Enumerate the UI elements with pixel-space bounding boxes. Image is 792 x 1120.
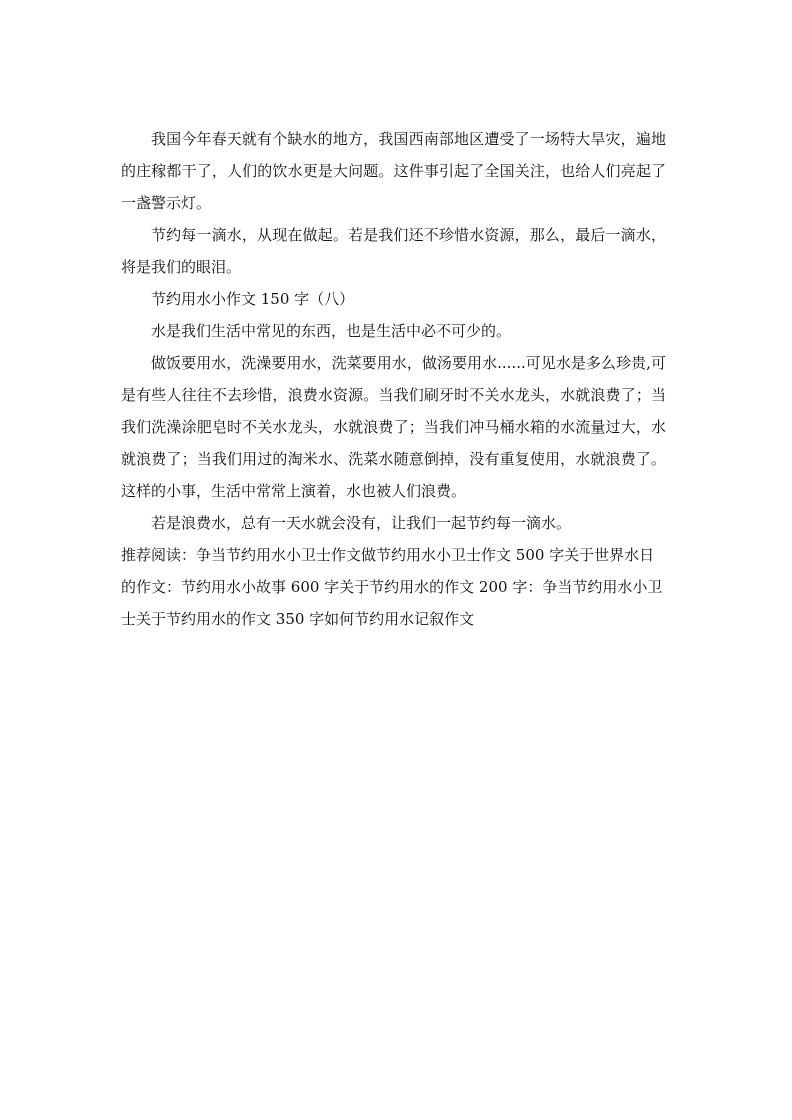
paragraph-drought: 我国今年春天就有个缺水的地方，我国西南部地区遭受了一场特大旱灾，遍地的庄稼都干了，人们的饮水更是大问题。这件事引起了全国关注，也给人们亮起了一盏警示灯。 <box>121 130 666 212</box>
paragraph-water-common: 水是我们生活中常见的东西，也是生活中必不可少的。 <box>151 322 512 340</box>
paragraph-save-water: 节约每一滴水，从现在做起。若是我们还不珍惜水资源，那么，最后一滴水，将是我们的眼泪。 <box>121 226 666 276</box>
recommended-reading: 推荐阅读：争当节约用水小卫士作文做节约用水小卫士作文 500 字关于世界水日的作文：节约用水小故事 600 字关于节约用水的作文 200 字：争当节约用水小卫士关于节约用水的作文 350 字如何节约用水记叙作文 <box>121 546 663 628</box>
essay-heading: 节约用水小作文 150 字（八） <box>151 290 355 308</box>
document-body <box>121 123 666 635</box>
paragraph-water-uses: 做饭要用水，洗澡要用水，洗菜要用水，做汤要用水......可见水是多么珍贵,可是有些人往往不去珍惜，浪费水资源。当我们刷牙时不关水龙头，水就浪费了；当我们洗澡涂肥皂时不关水龙头，水就浪费了；当我们冲马桶水箱的水流量过大，水就浪费了；当我们用过的淘米水、洗菜水随意倒掉，没有重复使用，水就浪费了。这样的小事，生活中常常上演着，水也被人们浪费。 <box>121 354 666 500</box>
paragraph-conclusion: 若是浪费水，总有一天水就会没有，让我们一起节约每一滴水。 <box>151 514 572 532</box>
